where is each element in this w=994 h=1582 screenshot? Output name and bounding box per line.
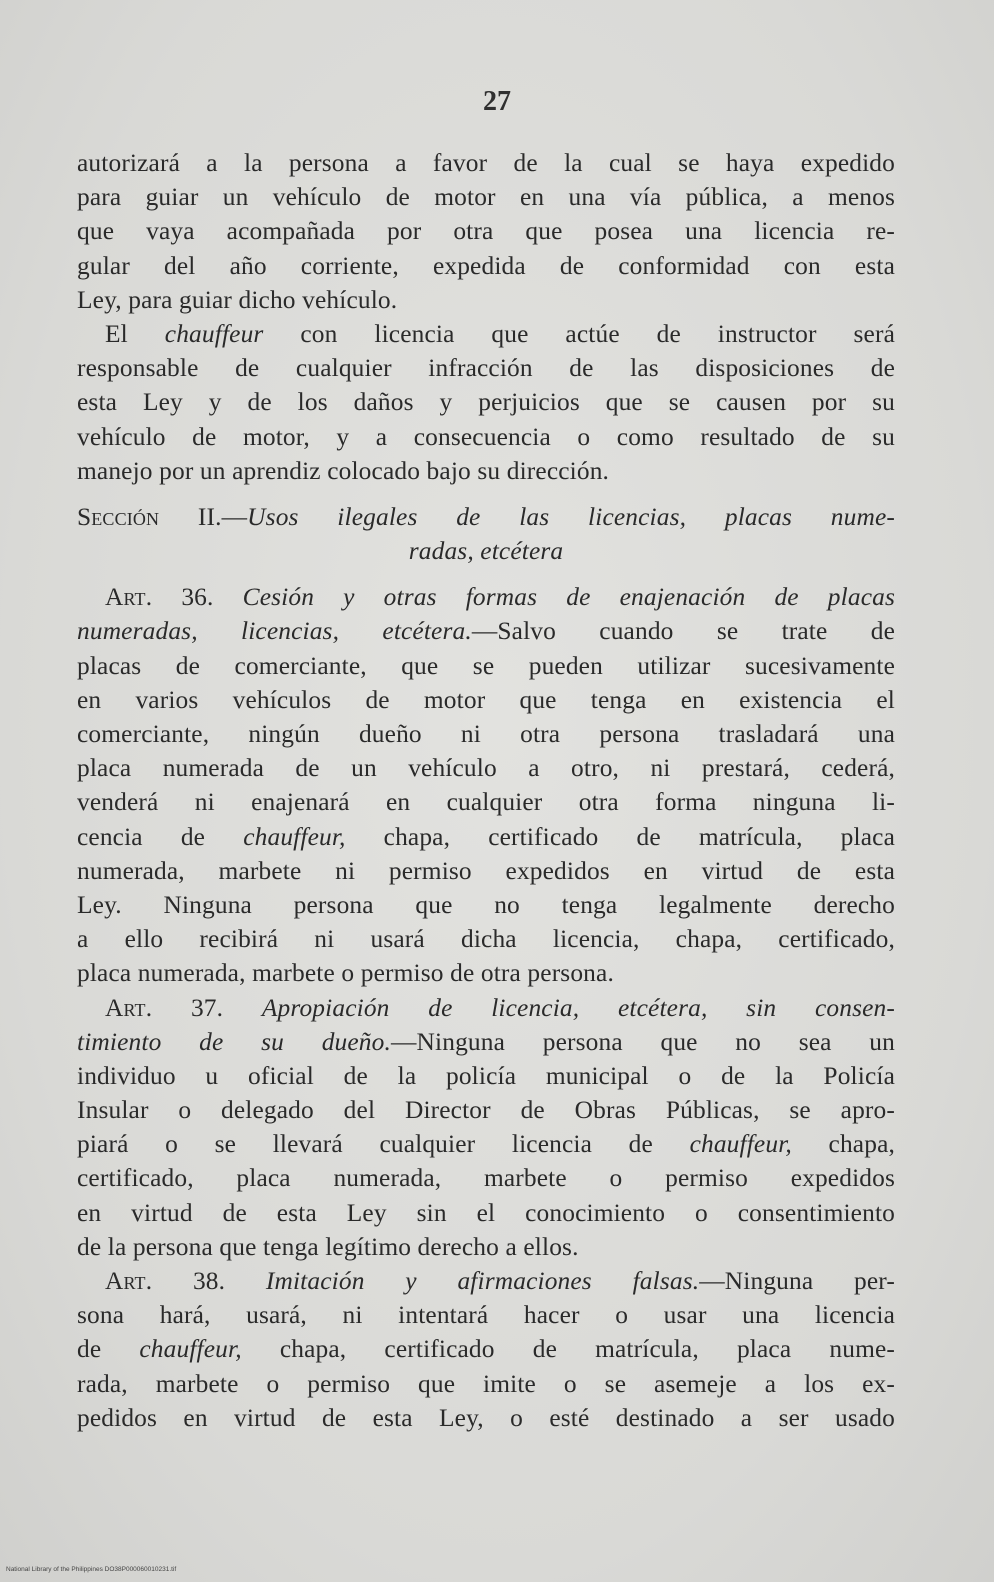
text-segment: placa numerada, marbete o permiso de otra persona. bbox=[77, 959, 614, 988]
text-segment: . 36. bbox=[145, 583, 243, 612]
text-segment: responsable de cualquier infracción de las disposiciones de bbox=[77, 354, 895, 383]
italic-text: chauffeur, bbox=[139, 1335, 242, 1364]
text-segment: sona hará, usará, ni intentará hacer o usar una licencia bbox=[77, 1301, 895, 1330]
text-line bbox=[77, 146, 895, 180]
scan-footer: National Library of the Philippines DO38P000060010231.tif bbox=[6, 1566, 177, 1573]
text-line bbox=[77, 385, 895, 419]
italic-text: chauffeur, bbox=[243, 822, 346, 851]
italic-text: Usos ilegales de las licencias, placas nume- bbox=[247, 502, 895, 531]
text-line bbox=[77, 854, 895, 888]
text-line bbox=[77, 1161, 895, 1195]
text-segment: Ley, para guiar dicho vehículo. bbox=[77, 285, 398, 314]
small-caps-text: Art bbox=[105, 1267, 146, 1295]
text-line bbox=[77, 751, 895, 785]
italic-text: Cesión y otras formas de enajenación de placas bbox=[242, 583, 895, 612]
text-line bbox=[77, 1298, 895, 1332]
page-number: 27 bbox=[483, 86, 511, 117]
italic-text: Imitación y afirmaciones falsas. bbox=[265, 1267, 700, 1295]
text-line bbox=[77, 922, 895, 956]
text-line bbox=[77, 351, 895, 385]
text-segment: de bbox=[77, 1335, 140, 1364]
text-segment: . 37. bbox=[145, 993, 262, 1022]
text-line bbox=[77, 534, 895, 568]
text-line bbox=[77, 1367, 895, 1401]
text-segment: —Salvo cuando se trate de bbox=[471, 617, 895, 646]
italic-text: timiento de su dueño. bbox=[77, 1027, 391, 1056]
text-segment: —Ninguna per- bbox=[699, 1267, 895, 1295]
text-segment: chapa, certificado de matrícula, placa bbox=[345, 822, 895, 851]
text-line bbox=[77, 180, 895, 214]
text-line bbox=[77, 1401, 895, 1435]
text-segment: II.— bbox=[159, 502, 248, 531]
text-line bbox=[77, 1025, 895, 1059]
text-segment: venderá ni enajenará en cualquier otra forma ninguna li- bbox=[77, 788, 895, 817]
text-segment: a ello recibirá ni usará dicha licencia, chapa, certificado, bbox=[77, 925, 895, 954]
italic-text: radas, etcétera bbox=[408, 537, 564, 566]
text-segment: numerada, marbete ni permiso expedidos en virtud de esta bbox=[77, 856, 895, 885]
text-line bbox=[77, 580, 895, 614]
text-segment: —Ninguna persona que no sea un bbox=[391, 1027, 895, 1056]
text-segment: . 38. bbox=[145, 1267, 266, 1295]
text-segment: El bbox=[105, 319, 165, 348]
text-line bbox=[77, 283, 895, 317]
paragraph-gap bbox=[77, 488, 895, 500]
text-line bbox=[77, 1127, 895, 1161]
text-line bbox=[77, 500, 895, 534]
text-line bbox=[77, 717, 895, 751]
text-line bbox=[77, 1196, 895, 1230]
text-segment: Insular o delegado del Director de Obras Públicas, se apro- bbox=[77, 1096, 895, 1125]
text-segment: en varios vehículos de motor que tenga en existencia el bbox=[77, 685, 895, 714]
text-line bbox=[77, 785, 895, 819]
text-line bbox=[77, 820, 895, 854]
text-line bbox=[77, 249, 895, 283]
text-line bbox=[77, 614, 895, 648]
text-segment: que vaya acompañada por otra que posea una licencia re- bbox=[77, 217, 895, 246]
text-line bbox=[77, 317, 895, 351]
text-segment: vehículo de motor, y a consecuencia o como resultado de su bbox=[77, 422, 895, 451]
text-line bbox=[77, 683, 895, 717]
text-line bbox=[77, 1230, 895, 1264]
text-segment: certificado, placa numerada, marbete o permiso expedidos bbox=[77, 1164, 895, 1193]
small-caps-text: Sección bbox=[77, 502, 160, 531]
small-caps-text: Art bbox=[105, 993, 146, 1022]
text-line bbox=[77, 888, 895, 922]
text-segment: autorizará a la persona a favor de la cual se haya expedido bbox=[77, 149, 895, 177]
paragraph-gap bbox=[77, 568, 895, 580]
text-segment: Ley. Ninguna persona que no tenga legalmente derecho bbox=[77, 890, 895, 919]
text-line bbox=[77, 956, 895, 990]
text-segment: gular del año corriente, expedida de conformidad con esta bbox=[77, 251, 895, 280]
text-line bbox=[77, 991, 895, 1025]
text-segment: pedidos en virtud de esta Ley, o esté destinado a ser usado bbox=[77, 1403, 895, 1432]
text-segment: chapa, certificado de matrícula, placa nume- bbox=[241, 1335, 895, 1364]
text-line bbox=[77, 214, 895, 248]
body-text bbox=[77, 146, 895, 1435]
text-segment: manejo por un aprendiz colocado bajo su dirección. bbox=[77, 456, 610, 485]
small-caps-text: Art bbox=[105, 583, 146, 612]
italic-text: chauffeur, bbox=[689, 1130, 792, 1159]
text-segment: en virtud de esta Ley sin el conocimiento o consentimiento bbox=[77, 1198, 895, 1227]
text-segment: chapa, bbox=[791, 1130, 895, 1159]
text-segment: cencia de bbox=[77, 822, 244, 851]
text-segment: comerciante, ningún dueño ni otra persona trasladará una bbox=[77, 720, 895, 748]
text-segment: rada, marbete o permiso que imite o se asemeje a los ex- bbox=[77, 1369, 895, 1398]
text-segment: piará o se llevará cualquier licencia de bbox=[77, 1130, 690, 1159]
text-segment: con licencia que actúe de instructor será bbox=[263, 319, 895, 348]
text-segment: esta Ley y de los daños y perjuicios que se causen por su bbox=[77, 388, 895, 417]
italic-text: Apropiación de licencia, etcétera, sin consen- bbox=[261, 993, 895, 1022]
italic-text: chauffeur bbox=[164, 319, 264, 348]
text-line bbox=[77, 1093, 895, 1127]
text-line bbox=[77, 649, 895, 683]
text-segment: de la persona que tenga legítimo derecho a ellos. bbox=[77, 1232, 579, 1261]
text-line bbox=[77, 1059, 895, 1093]
text-segment: placas de comerciante, que se pueden utilizar sucesivamente bbox=[77, 651, 895, 680]
text-line bbox=[77, 1264, 895, 1298]
text-line bbox=[77, 420, 895, 454]
text-segment: placa numerada de un vehículo a otro, ni prestará, cederá, bbox=[77, 754, 895, 783]
text-line bbox=[77, 1332, 895, 1366]
text-segment: individuo u oficial de la policía municipal o de la Policía bbox=[77, 1061, 895, 1090]
text-segment: para guiar un vehículo de motor en una vía pública, a menos bbox=[77, 183, 895, 212]
italic-text: numeradas, licencias, etcétera. bbox=[77, 617, 472, 646]
text-line bbox=[77, 454, 895, 488]
